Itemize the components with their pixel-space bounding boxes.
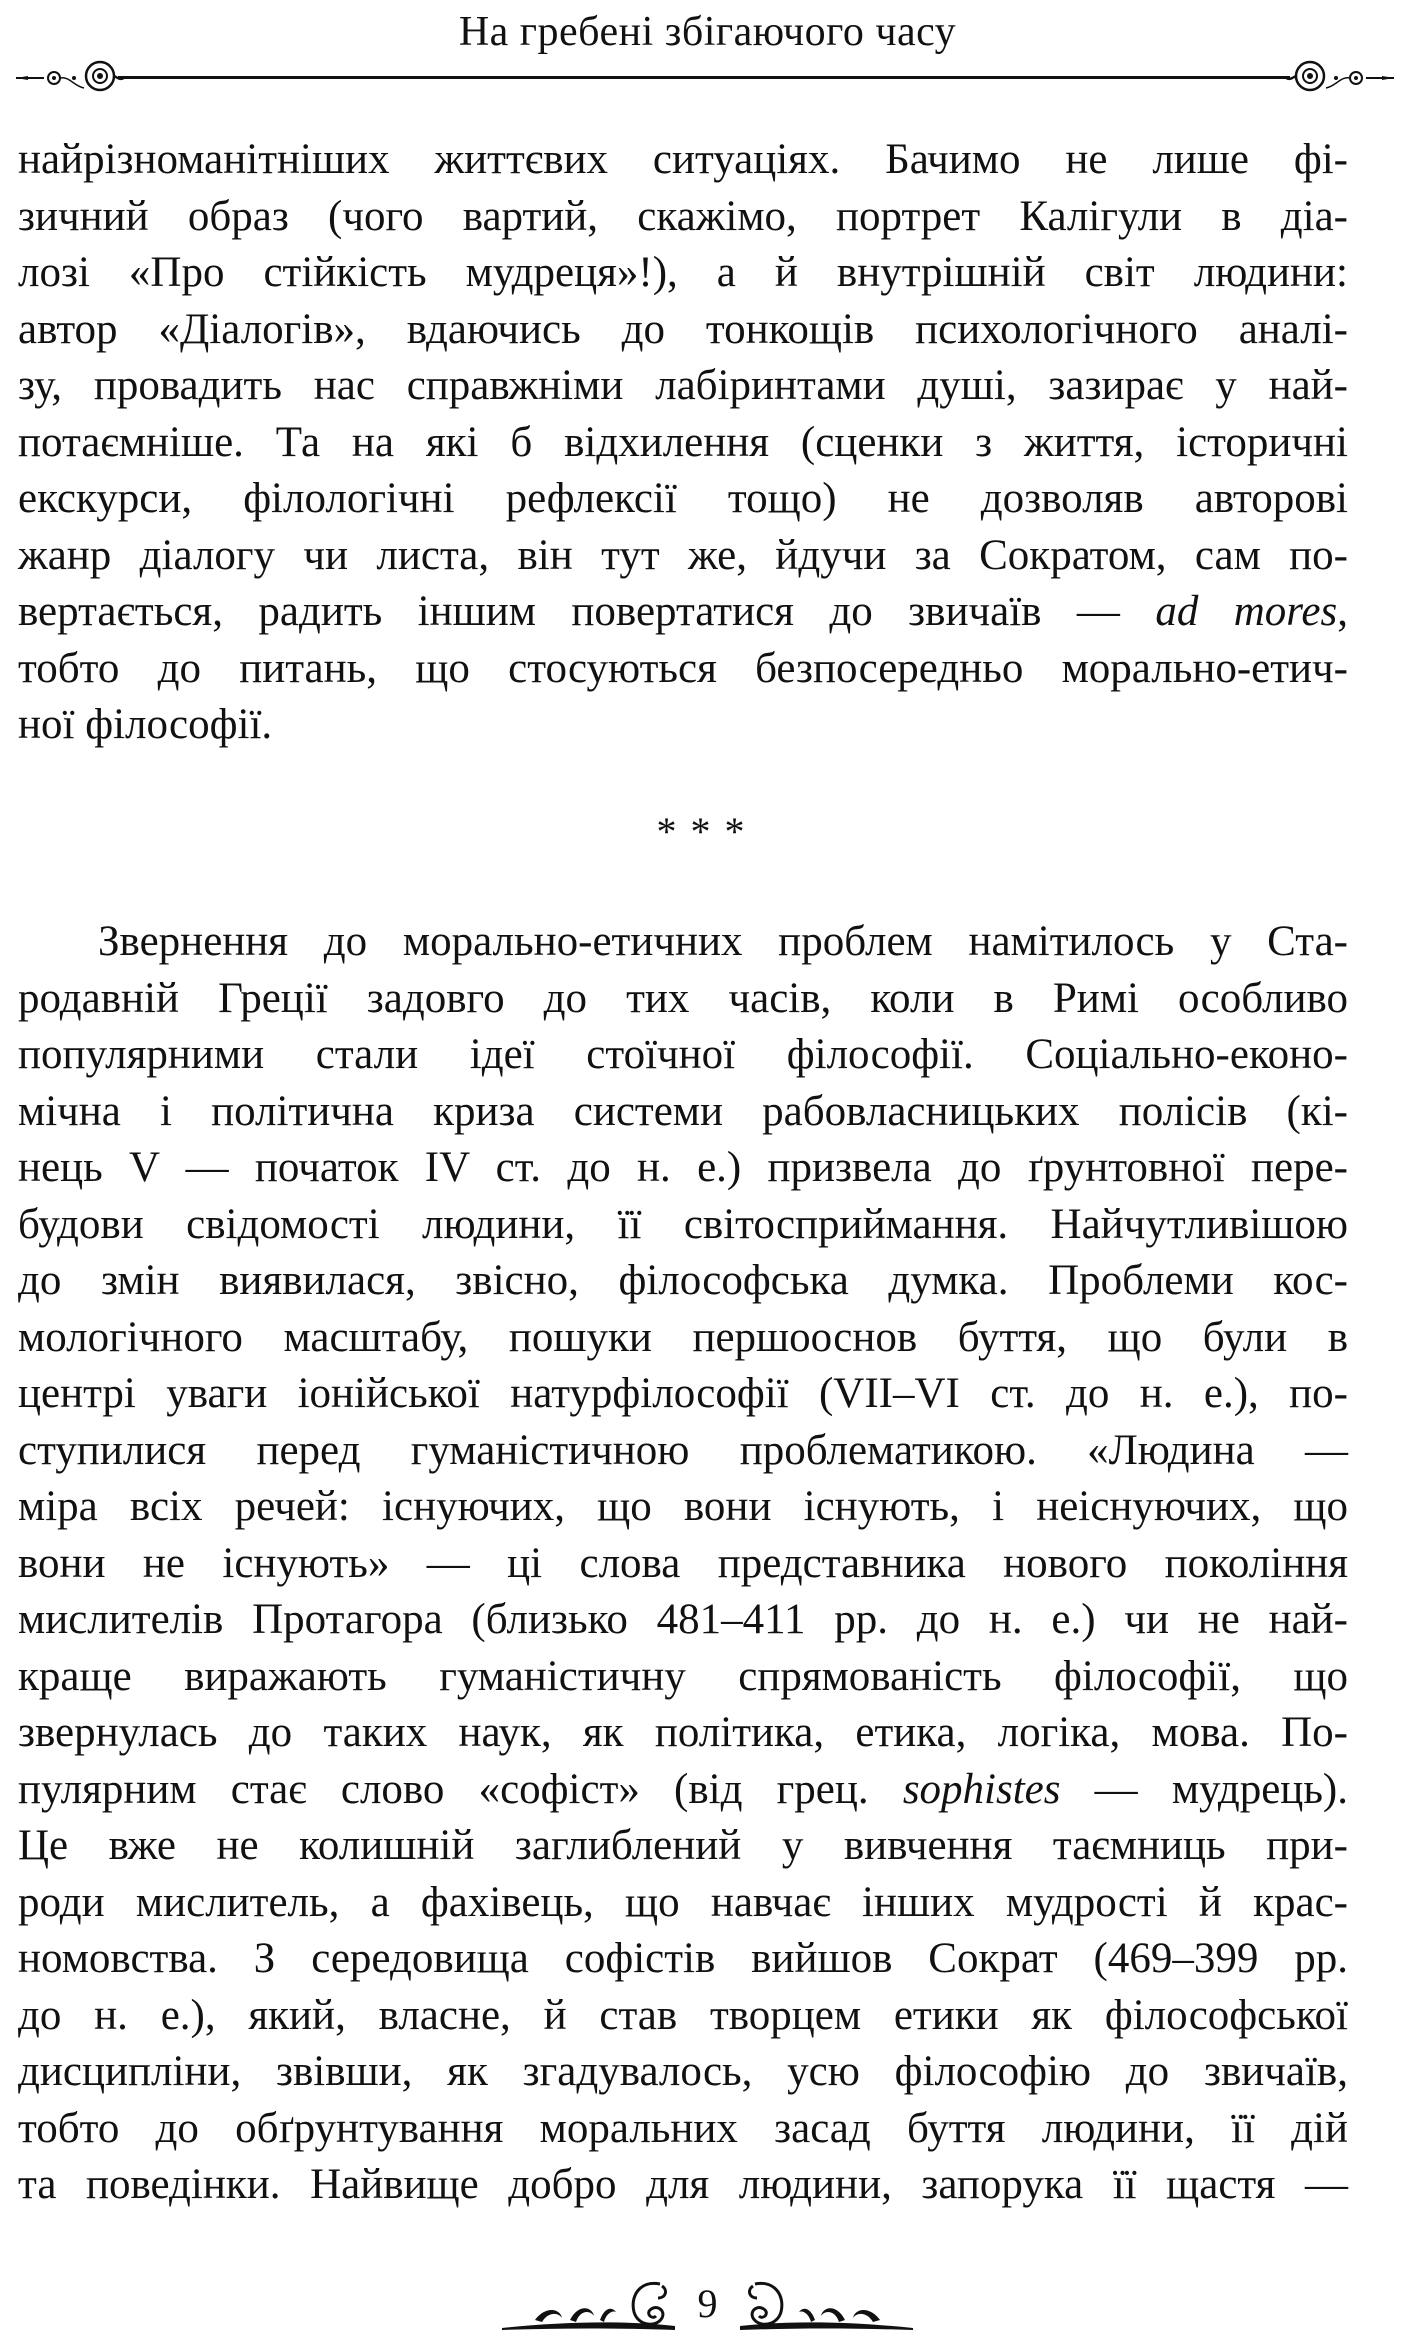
text-line: найрізноманітніших життєвих ситуаціях. Бачимо не лише фі- [18, 136, 1348, 183]
text-line: екскурси, філологічні рефлексії тощо) не дозволяв авторові [18, 475, 1348, 522]
page-footer [0, 2270, 1415, 2340]
text-line: звернулась до таких наук, як політика, етика, логіка, мова. По- [18, 1709, 1348, 1756]
header-rule [118, 76, 1290, 79]
footer-ornament-right-icon [735, 2276, 915, 2332]
text-line: дисципліни, звівши, як згадувалось, усю філософію до звичаїв, [18, 2048, 1348, 2095]
text-line: мічна і політична криза системи рабовласницьких полісів (кі- [18, 1087, 1348, 1135]
flourish-left-icon [14, 48, 124, 104]
text-line: вони не існують» — ці слова представника нового покоління [18, 1539, 1348, 1587]
latin-term: ad mores [1155, 588, 1338, 635]
text-line: міра всіх речей: існуючих, що вони існують, і неіснуючих, що [18, 1483, 1348, 1530]
text-run: , [1337, 588, 1349, 635]
text-line: мологічного масштабу, пошуки першооснов буття, що були в [18, 1313, 1348, 1361]
text-line: нець V — початок IV ст. до н. е.) призвела до ґрунтовної пере- [18, 1144, 1348, 1191]
text-line: родавній Греції задовго до тих часів, коли в Римі особливо [18, 974, 1348, 1022]
text-line [18, 1762, 1348, 1819]
text-line: Це вже не колишній заглиблений у вивчення таємниць при- [18, 1822, 1348, 1869]
text-run: вертається, радить іншим повертатися до звичаїв — [18, 588, 1156, 635]
text-line: автор «Діалогів», вдаючись до тонкощів психологічного аналі- [18, 305, 1348, 353]
flourish-right-icon [1286, 48, 1396, 104]
text-line: лозі «Про стійкість мудреця»!), а й внутрішній світ людини: [18, 249, 1348, 296]
text-line: центрі уваги іонійської натурфілософії (VII–VI ст. до н. е.), по- [18, 1370, 1348, 1417]
text-line: до н. е.), який, власне, й став творцем етики як філософської [18, 1991, 1348, 2039]
text-line: будови свідомості людини, її світосприймання. Найчутливішою [18, 1200, 1348, 1248]
text-line [18, 584, 1348, 641]
text-line: жанр діалогу чи листа, він тут же, йдучи за Сократом, сам по- [18, 531, 1348, 579]
text-line: ної філософії. [18, 701, 273, 748]
text-line: тобто до обґрунтування моральних засад буття людини, її дій [18, 2104, 1348, 2152]
paragraph-2 [18, 914, 1348, 2214]
text-run: пулярним стає слово «софіст» (від грец. [18, 1765, 903, 1813]
page-number: 9 [697, 2281, 718, 2326]
text-line: та поведінки. Найвище добро для людини, запорука її щастя — [18, 2161, 1348, 2208]
text-line: тобто до питань, що стосуються безпосередньо морально-етич- [18, 644, 1348, 692]
text-line: роди мислитель, а фахівець, що навчає інших мудрості й крас- [18, 1878, 1348, 1926]
text-run: — мудрець). [1060, 1765, 1348, 1813]
paragraph-1 [18, 132, 1348, 754]
text-line: ступилися перед гуманістичною проблематикою. «Людина — [18, 1426, 1348, 1474]
text-line: потаємніше. Та на які б відхилення (сценки з життя, історичні [18, 418, 1348, 466]
section-separator: *** [656, 809, 759, 854]
running-header-title: На гребені збігаючого часу [458, 9, 957, 55]
text-line: зичний образ (чого вартий, скажімо, портрет Калігули в діа- [18, 192, 1348, 240]
text-line: мислителів Протагора (близько 481–411 рр. до н. е.) чи не най- [18, 1596, 1348, 1643]
text-line: до змін виявилася, звісно, філософська думка. Проблеми кос- [18, 1257, 1348, 1304]
running-header [0, 0, 1415, 100]
text-line: краще виражають гуманістичну спрямованість філософії, що [18, 1652, 1348, 1700]
text-line: зу, провадить нас справжніми лабіринтами душі, зазирає у най- [18, 362, 1348, 409]
text-line: Звернення до морально-етичних проблем намітилось у Ста- [98, 918, 1348, 965]
greek-term: sophistes [902, 1765, 1061, 1813]
text-line: популярними стали ідеї стоїчної філософії. Соціально-еконо- [18, 1031, 1348, 1078]
text-line: номовства. З середовища софістів вийшов Сократ (469–399 рр. [18, 1935, 1348, 1982]
